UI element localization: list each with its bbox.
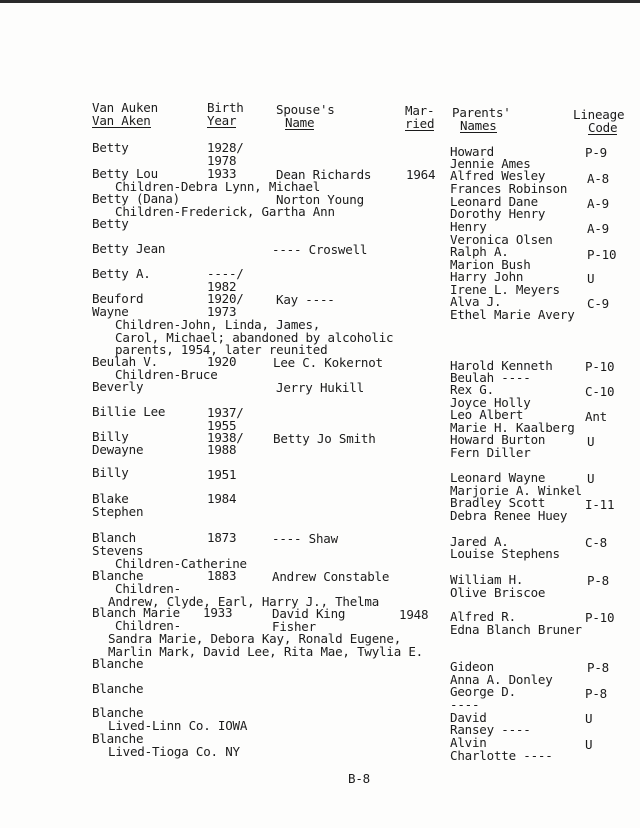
entry-spouse: Jerry Hukill xyxy=(276,380,364,395)
entry-parent: Alfred Wesley xyxy=(450,168,546,183)
entry-code: U xyxy=(587,471,595,486)
entry-parent: Bradley Scott xyxy=(450,495,546,510)
entry-parent: Henry xyxy=(450,219,487,234)
entry-parent: Frances Robinson xyxy=(450,181,568,196)
entry-note: Children-Catherine xyxy=(115,556,247,571)
entry-note: Children- xyxy=(115,581,181,596)
entry-name: Billy xyxy=(92,465,129,480)
entry-name: Billie Lee xyxy=(92,404,166,419)
entry-birth: 1873 xyxy=(207,530,237,545)
header-name-line2: Van Aken xyxy=(92,113,151,128)
entry-parent: Alvin xyxy=(450,735,487,750)
entry-parent: Harry John xyxy=(450,269,524,284)
entry-parent: Marion Bush xyxy=(450,257,531,272)
header-married-line2: ried xyxy=(405,116,435,131)
entry-code: P-8 xyxy=(587,573,609,588)
entry-birth: 1982 xyxy=(207,279,237,294)
entry-parent: David xyxy=(450,710,487,725)
entry-code: C-10 xyxy=(585,384,615,399)
entry-parent: Charlotte ---- xyxy=(450,748,553,763)
header-name-line1: Van Auken xyxy=(92,100,158,115)
entry-parent: Marie H. Kaalberg xyxy=(450,420,575,435)
entry-code: P-10 xyxy=(585,359,615,374)
entry-code: P-10 xyxy=(587,247,617,262)
entry-code: U xyxy=(587,434,595,449)
entry-name: Blanche xyxy=(92,705,144,720)
entry-code: U xyxy=(587,271,595,286)
entry-name: Blanche xyxy=(92,681,144,696)
entry-code: C-8 xyxy=(585,535,607,550)
entry-code: A-9 xyxy=(587,221,609,236)
entry-name: Blanch Marie xyxy=(92,605,180,620)
entry-birth: 1937/ xyxy=(207,405,244,420)
entry-code: A-8 xyxy=(587,171,609,186)
entry-parent: Joyce Holly xyxy=(450,395,531,410)
entry-code: P-8 xyxy=(587,660,609,675)
entry-parent: Irene L. Meyers xyxy=(450,282,560,297)
entry-name: Beulah V. xyxy=(92,354,158,369)
entry-parent: ---- xyxy=(450,697,480,712)
entry-parent: William H. xyxy=(450,572,524,587)
entry-spouse: Lee C. Kokernot xyxy=(273,355,383,370)
entry-parent: Howard xyxy=(450,144,494,159)
entry-code: P-10 xyxy=(585,610,615,625)
entry-note: Carol, Michael; abandoned by alcoholic xyxy=(115,330,394,345)
entry-spouse: Dean Richards xyxy=(276,167,372,182)
entry-birth: 1938/ xyxy=(207,430,244,445)
entry-note: Lived-Tioga Co. NY xyxy=(108,744,240,759)
header-parents-line1: Parents' xyxy=(452,105,511,120)
entry-birth: 1920 xyxy=(207,354,237,369)
entry-code: C-9 xyxy=(587,296,609,311)
entry-married: 1948 xyxy=(399,607,429,622)
entry-parent: Ransey ---- xyxy=(450,722,531,737)
entry-name: Dewayne xyxy=(92,442,144,457)
entry-parent: Veronica Olsen xyxy=(450,232,553,247)
entry-code: U xyxy=(585,737,593,752)
entry-spouse: David King xyxy=(272,606,346,621)
entry-name: Betty xyxy=(92,216,129,231)
entry-note: parents, 1954, later reunited xyxy=(115,342,328,357)
entry-parent: Anna A. Donley xyxy=(450,672,553,687)
entry-parent: Rex G. xyxy=(450,382,494,397)
entry-spouse: Andrew Constable xyxy=(272,569,390,584)
entry-parent: Beulah ---- xyxy=(450,370,531,385)
entry-parent: Louise Stephens xyxy=(450,546,560,561)
entry-married: 1964 xyxy=(406,167,436,182)
entry-parent: George D. xyxy=(450,684,516,699)
header-lineage-line1: Lineage xyxy=(573,107,625,122)
entry-code: P-9 xyxy=(585,145,607,160)
entry-note: Children- xyxy=(115,618,181,633)
entry-spouse: Betty Jo Smith xyxy=(273,431,376,446)
entry-birth: 1978 xyxy=(207,153,237,168)
entry-name: Blake xyxy=(92,491,129,506)
entry-parent: Leonard Wayne xyxy=(450,470,546,485)
entry-name: Blanche xyxy=(92,568,144,583)
entry-birth: 1951 xyxy=(207,467,237,482)
entry-note: Sandra Marie, Debora Kay, Ronald Eugene, xyxy=(108,631,402,646)
header-spouse-line2: Name xyxy=(285,115,315,130)
page-number: B-8 xyxy=(348,771,370,786)
header-birth-line2: Year xyxy=(207,113,237,128)
entry-spouse: ---- Shaw xyxy=(272,531,338,546)
entry-birth: 1933 xyxy=(203,605,233,620)
header-parents-line2: Names xyxy=(460,118,497,133)
entry-birth: 1988 xyxy=(207,442,237,457)
entry-note: Children-Frederick, Gartha Ann xyxy=(115,204,335,219)
entry-name: Billy xyxy=(92,429,129,444)
entry-name: Betty (Dana) xyxy=(92,191,180,206)
header-lineage-line2: Code xyxy=(588,120,618,135)
entry-note: Children-John, Linda, James, xyxy=(115,317,321,332)
entry-birth: 1973 xyxy=(207,304,237,319)
entry-parent: Alva J. xyxy=(450,294,502,309)
entry-parent: Ethel Marie Avery xyxy=(450,307,575,322)
entry-name: Betty Lou xyxy=(92,166,158,181)
entry-spouse: ---- Croswell xyxy=(272,242,368,257)
entry-name: Betty Jean xyxy=(92,241,166,256)
entry-parent: Jared A. xyxy=(450,534,509,549)
entry-note: Andrew, Clyde, Earl, Harry J., Thelma xyxy=(108,594,380,609)
entry-spouse: Kay ---- xyxy=(276,292,335,307)
entry-parent: Leonard Dane xyxy=(450,194,538,209)
entry-note: Children-Bruce xyxy=(115,367,218,382)
header-birth-line1: Birth xyxy=(207,100,244,115)
entry-parent: Edna Blanch Bruner xyxy=(450,622,582,637)
header-married-line1: Mar- xyxy=(405,103,435,118)
entry-parent: Alfred R. xyxy=(450,609,516,624)
entry-code: P-8 xyxy=(585,686,607,701)
entry-parent: Leo Albert xyxy=(450,407,524,422)
entry-code: Ant xyxy=(585,409,607,424)
entry-name: Betty xyxy=(92,140,129,155)
entry-name: Stevens xyxy=(92,543,144,558)
entry-spouse: Fisher xyxy=(272,619,316,634)
header-spouse-line1: Spouse's xyxy=(276,102,335,117)
entry-name: Blanche xyxy=(92,731,144,746)
entry-parent: Jennie Ames xyxy=(450,156,531,171)
entry-code: A-9 xyxy=(587,196,609,211)
entry-birth: 1955 xyxy=(207,418,237,433)
entry-note: Lived-Linn Co. IOWA xyxy=(108,718,248,733)
entry-birth: ----/ xyxy=(207,266,244,281)
entry-parent: Howard Burton xyxy=(450,432,546,447)
entry-parent: Fern Diller xyxy=(450,445,531,460)
entry-note: Marlin Mark, David Lee, Rita Mae, Twylia E. xyxy=(108,644,424,659)
entry-parent: Ralph A. xyxy=(450,244,509,259)
entry-name: Blanche xyxy=(92,656,144,671)
entry-code: I-11 xyxy=(585,497,615,512)
entry-name: Stephen xyxy=(92,504,144,519)
entry-name: Beuford xyxy=(92,291,144,306)
entry-birth: 1920/ xyxy=(207,291,244,306)
entry-birth: 1933 xyxy=(207,166,237,181)
entry-name: Betty A. xyxy=(92,266,151,281)
entry-birth: 1984 xyxy=(207,491,237,506)
entry-birth: 1928/ xyxy=(207,140,244,155)
entry-name: Wayne xyxy=(92,304,129,319)
entry-parent: Marjorie A. Winkel xyxy=(450,483,582,498)
entry-parent: Gideon xyxy=(450,659,494,674)
entry-spouse: Norton Young xyxy=(276,192,364,207)
entry-birth: 1883 xyxy=(207,568,237,583)
entry-code: U xyxy=(585,711,593,726)
entry-parent: Debra Renee Huey xyxy=(450,508,568,523)
entry-parent: Dorothy Henry xyxy=(450,206,546,221)
entry-note: Children-Debra Lynn, Michael xyxy=(115,179,321,194)
entry-name: Blanch xyxy=(92,530,136,545)
entry-name: Beverly xyxy=(92,379,144,394)
entry-parent: Harold Kenneth xyxy=(450,358,553,373)
entry-parent: Olive Briscoe xyxy=(450,585,546,600)
